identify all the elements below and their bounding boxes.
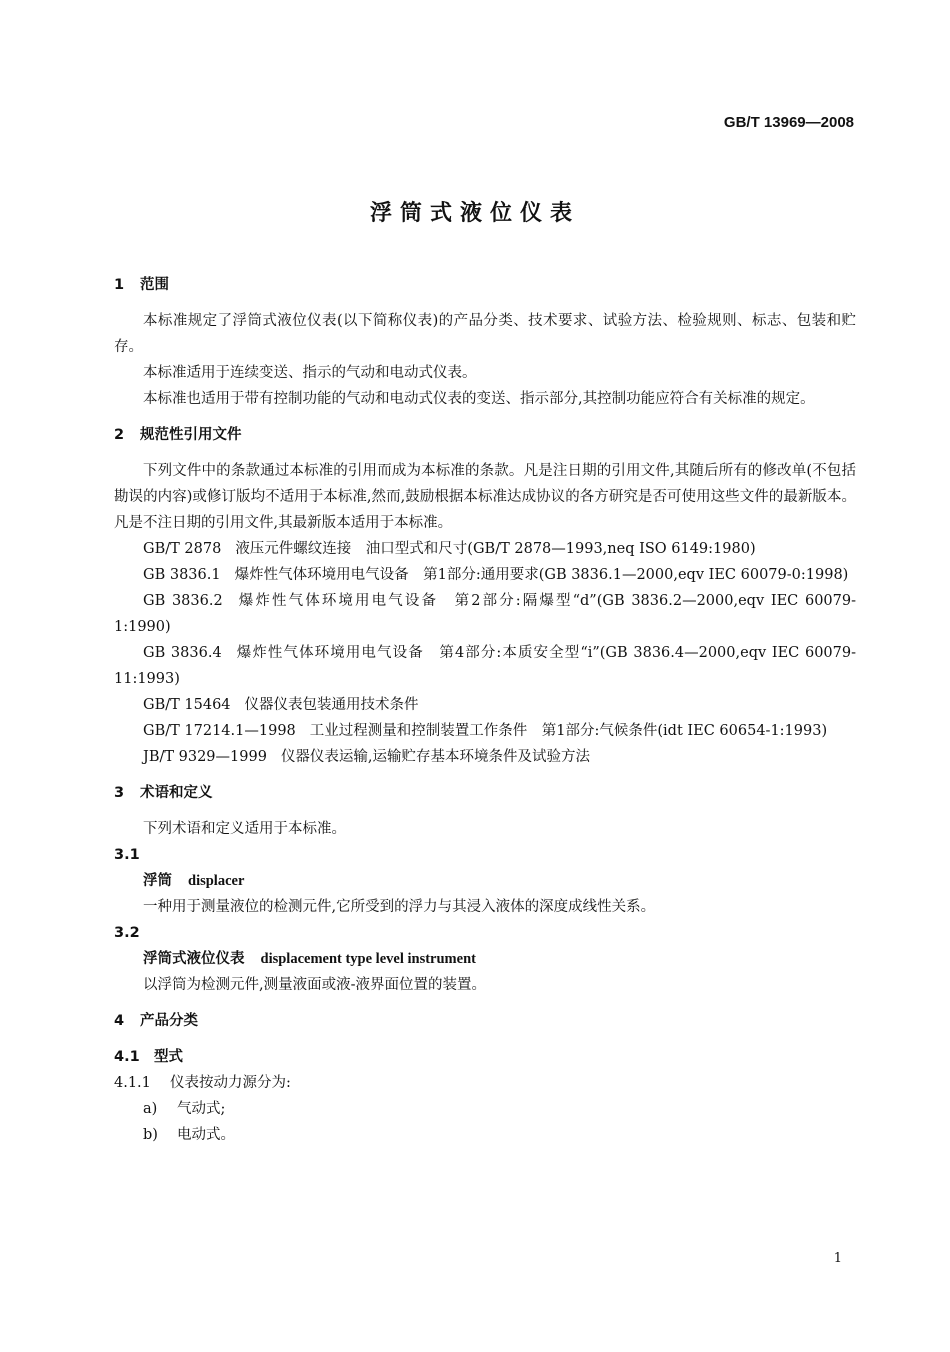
page-number: 1	[833, 1251, 842, 1266]
normative-reference: GB/T 2878 液压元件螺纹连接 油口型式和尺寸(GB/T 2878—1993,neq ISO 6149:1980)	[143, 541, 756, 557]
term-definition: 以浮筒为检测元件,测量液面或液-液界面位置的装置。	[143, 977, 487, 993]
term-definition: 一种用于测量液位的检测元件,它所受到的浮力与其浸入液体的深度成线性关系。	[143, 899, 656, 915]
section-4-heading: 4 产品分类	[114, 1013, 198, 1029]
section-3-intro: 下列术语和定义适用于本标准。	[143, 821, 346, 837]
section-2-heading: 2 规范性引用文件	[114, 427, 242, 443]
section-3-heading: 3 术语和定义	[114, 785, 213, 801]
normative-reference: JB/T 9329—1999 仪器仪表运输,运输贮存基本环境条件及试验方法	[143, 749, 591, 765]
normative-reference: GB 3836.2 爆炸性气体环境用电气设备 第2部分:隔爆型“d”(GB 3836.2—2000,eqv IEC 60079-1:1990)	[114, 593, 856, 635]
term-number: 3.2	[114, 925, 140, 941]
section-1-paragraph: 本标准适用于连续变送、指示的气动和电动式仪表。	[143, 365, 477, 381]
document-body	[114, 272, 856, 1148]
clause-4-1-1: 4.1.1 仪表按动力源分为:	[114, 1075, 291, 1091]
list-item: a) 气动式;	[143, 1101, 226, 1117]
section-1-paragraph: 本标准也适用于带有控制功能的气动和电动式仪表的变送、指示部分,其控制功能应符合有关标准的规定。	[143, 391, 815, 407]
normative-reference: GB/T 17214.1—1998 工业过程测量和控制装置工作条件 第1部分:气候条件(idt IEC 60654-1:1993)	[143, 723, 828, 739]
standard-code: GB/T 13969—2008	[723, 114, 854, 131]
term-entry: 浮筒 displacer	[143, 873, 245, 889]
normative-reference: GB/T 15464 仪器仪表包装通用技术条件	[143, 697, 419, 713]
section-1-heading: 1 范围	[114, 277, 169, 293]
section-4-1-heading: 4.1 型式	[114, 1049, 183, 1065]
term-entry: 浮筒式液位仪表 displacement type level instrument	[143, 951, 476, 967]
section-1-paragraph: 本标准规定了浮筒式液位仪表(以下简称仪表)的产品分类、技术要求、试验方法、检验规则、标志、包装和贮存。	[114, 313, 856, 355]
document-title: 浮筒式液位仪表	[369, 201, 580, 226]
term-number: 3.1	[114, 847, 140, 863]
section-2-intro: 下列文件中的条款通过本标准的引用而成为本标准的条款。凡是注日期的引用文件,其随后所有的修改单(不包括勘误的内容)或修订版均不适用于本标准,然而,鼓励根据本标准达成协议的各方研究是否可使用这些文件的最新版本。凡是不注日期的引用文件,其最新版本适用于本标准。	[114, 463, 856, 531]
normative-reference: GB 3836.1 爆炸性气体环境用电气设备 第1部分:通用要求(GB 3836.1—2000,eqv IEC 60079-0:1998)	[143, 567, 849, 583]
list-item: b) 电动式。	[143, 1127, 235, 1143]
normative-reference: GB 3836.4 爆炸性气体环境用电气设备 第4部分:本质安全型“i”(GB 3836.4—2000,eqv IEC 60079-11:1993)	[114, 645, 856, 687]
